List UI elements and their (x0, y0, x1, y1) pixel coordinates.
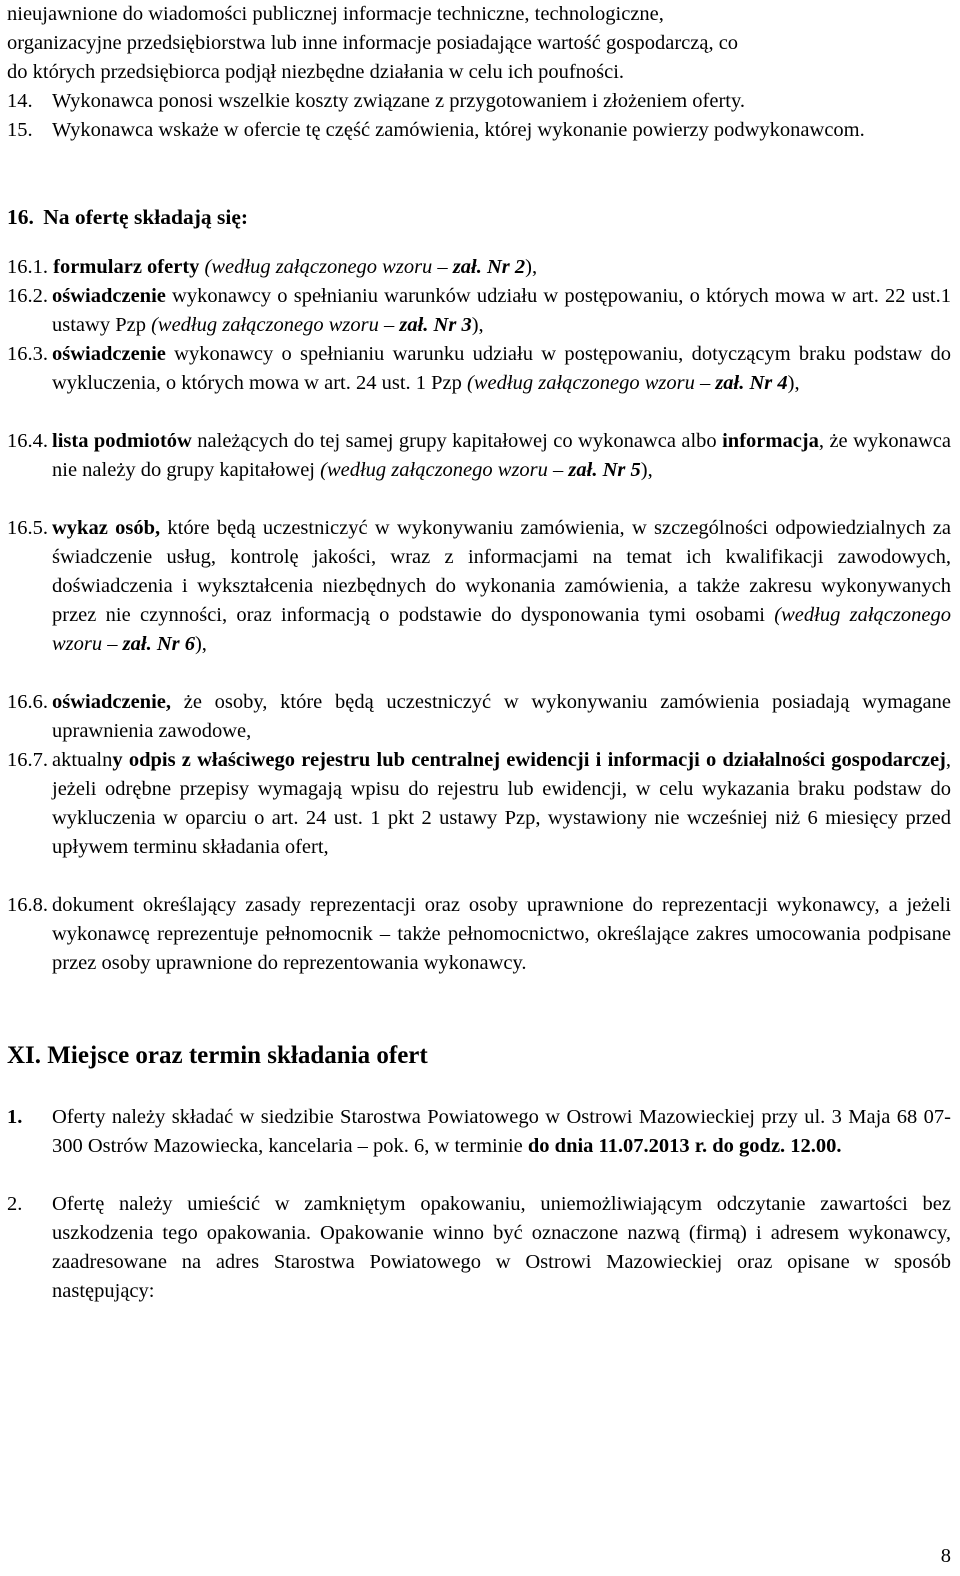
section-xi-heading: XI. Miejsce oraz termin składania ofert (7, 1042, 428, 1069)
item-16-8-number: 16.8. (7, 894, 48, 916)
item-xi-1-number: 1. (7, 1106, 23, 1128)
section-16-title: Na ofertę składają się: (43, 205, 249, 229)
item-16-3-text: oświadczenie wykonawcy o spełnianiu warunku udziału w postępowaniu, dotyczącym braku podstaw do wykluczenia, o których mowa w art. 24 ust. 1 Pzp (według załączonego wzoru – zał. Nr 4), (52, 343, 951, 394)
item-xi-2-text: Ofertę należy umieścić w zamkniętym opakowaniu, uniemożliwiającym odczytanie zawartości bez uszkodzenia tego opakowania. Opakowanie winno być oznaczone nazwą (firmą) i adresem wykonawcy, zaadresowane na adres Starostwa Powiatowego w Ostrowi Mazowieckiej oraz opisane w sposób następujący: (52, 1193, 951, 1302)
item-16-3-number: 16.3. (7, 343, 48, 365)
item-xi-1-text: Oferty należy składać w siedzibie Starostwa Powiatowego w Ostrowi Mazowieckiej przy ul. 3 Maja 68 07-300 Ostrów Mazowiecka, kancelaria – pok. 6, w terminie do dnia 11.07.2013 r. do godz. 12.00. (52, 1106, 951, 1157)
item-14-text: Wykonawca ponosi wszelkie koszty związane z przygotowaniem i złożeniem oferty. (52, 90, 746, 112)
item-14-number: 14. (7, 90, 33, 112)
page-number: 8 (940, 1545, 951, 1567)
section-16-number: 16. (7, 205, 34, 229)
item-16-2-text: oświadczenie wykonawcy o spełnianiu warunków udziału w postępowaniu, o których mowa w art. 22 ust.1 ustawy Pzp (według załączonego wzoru – zał. Nr 3), (52, 285, 951, 336)
item-16-5-text: wykaz osób, które będą uczestniczyć w wykonywaniu zamówienia, w szczególności odpowiedzialnych za świadczenie usług, kontrolę jakości, wraz z informacjami na temat ich kwalifikacji zawodowych, doświadczenia i wykształcenia niezbędnych do wykonania zamówienia, a także zakresu wykonywanych przez nie czynności, oraz informacją o podstawie do dysponowania tymi osobami (według załączonego wzoru – zał. Nr 6), (52, 517, 952, 655)
item-16-1: 16.1. formularz oferty (według załączonego wzoru – zał. Nr 2), (7, 256, 538, 278)
item-16-4-number: 16.4. (7, 430, 48, 452)
item-15-text: Wykonawca wskaże w ofercie tę część zamówienia, której wykonanie powierzy podwykonawcom. (52, 119, 865, 141)
item-16-5-number: 16.5. (7, 517, 48, 539)
item-16-7-number: 16.7. (7, 749, 48, 771)
item-15-number: 15. (7, 119, 33, 141)
item-16-6-text: oświadczenie, że osoby, które będą uczestniczyć w wykonywaniu zamówienia posiadają wymagane uprawnienia zawodowe, (52, 691, 951, 742)
item-16-8-text: dokument określający zasady reprezentacji oraz osoby uprawnione do reprezentacji wykonawcy, a jeżeli wykonawcę reprezentuje pełnomocnik – także pełnomocnictwo, określające zakres umocowania podpisane przez osoby uprawnione do reprezentowania wykonawcy. (52, 894, 951, 974)
item-16-4-text: lista podmiotów należących do tej samej grupy kapitałowej co wykonawca albo informacja, że wykonawca nie należy do grupy kapitałowej (według załączonego wzoru – zał. Nr 5), (52, 430, 951, 481)
intro-paragraph: nieujawnione do wiadomości publicznej informacje techniczne, technologiczne, organizacyjne przedsiębiorstwa lub inne informacje posiadające wartość gospodarczą, co do których przedsiębiorca podjął niezbędne działania w celu ich poufności. (7, 3, 739, 83)
item-16-6-number: 16.6. (7, 691, 48, 713)
item-16-2-number: 16.2. (7, 285, 48, 307)
section-16-heading (7, 203, 248, 232)
item-xi-2-number: 2. (7, 1193, 23, 1215)
item-16-7-text: aktualny odpis z właściwego rejestru lub centralnej ewidencji i informacji o działalności gospodarczej, jeżeli odrębne przepisy wymagają wpisu do rejestru lub ewidencji, w celu wykazania braku podstaw do wykluczenia w oparciu o art. 24 ust. 1 pkt 2 ustawy Pzp, wystawiony nie wcześniej niż 6 miesięcy przed upływem terminu składania ofert, (52, 749, 951, 858)
